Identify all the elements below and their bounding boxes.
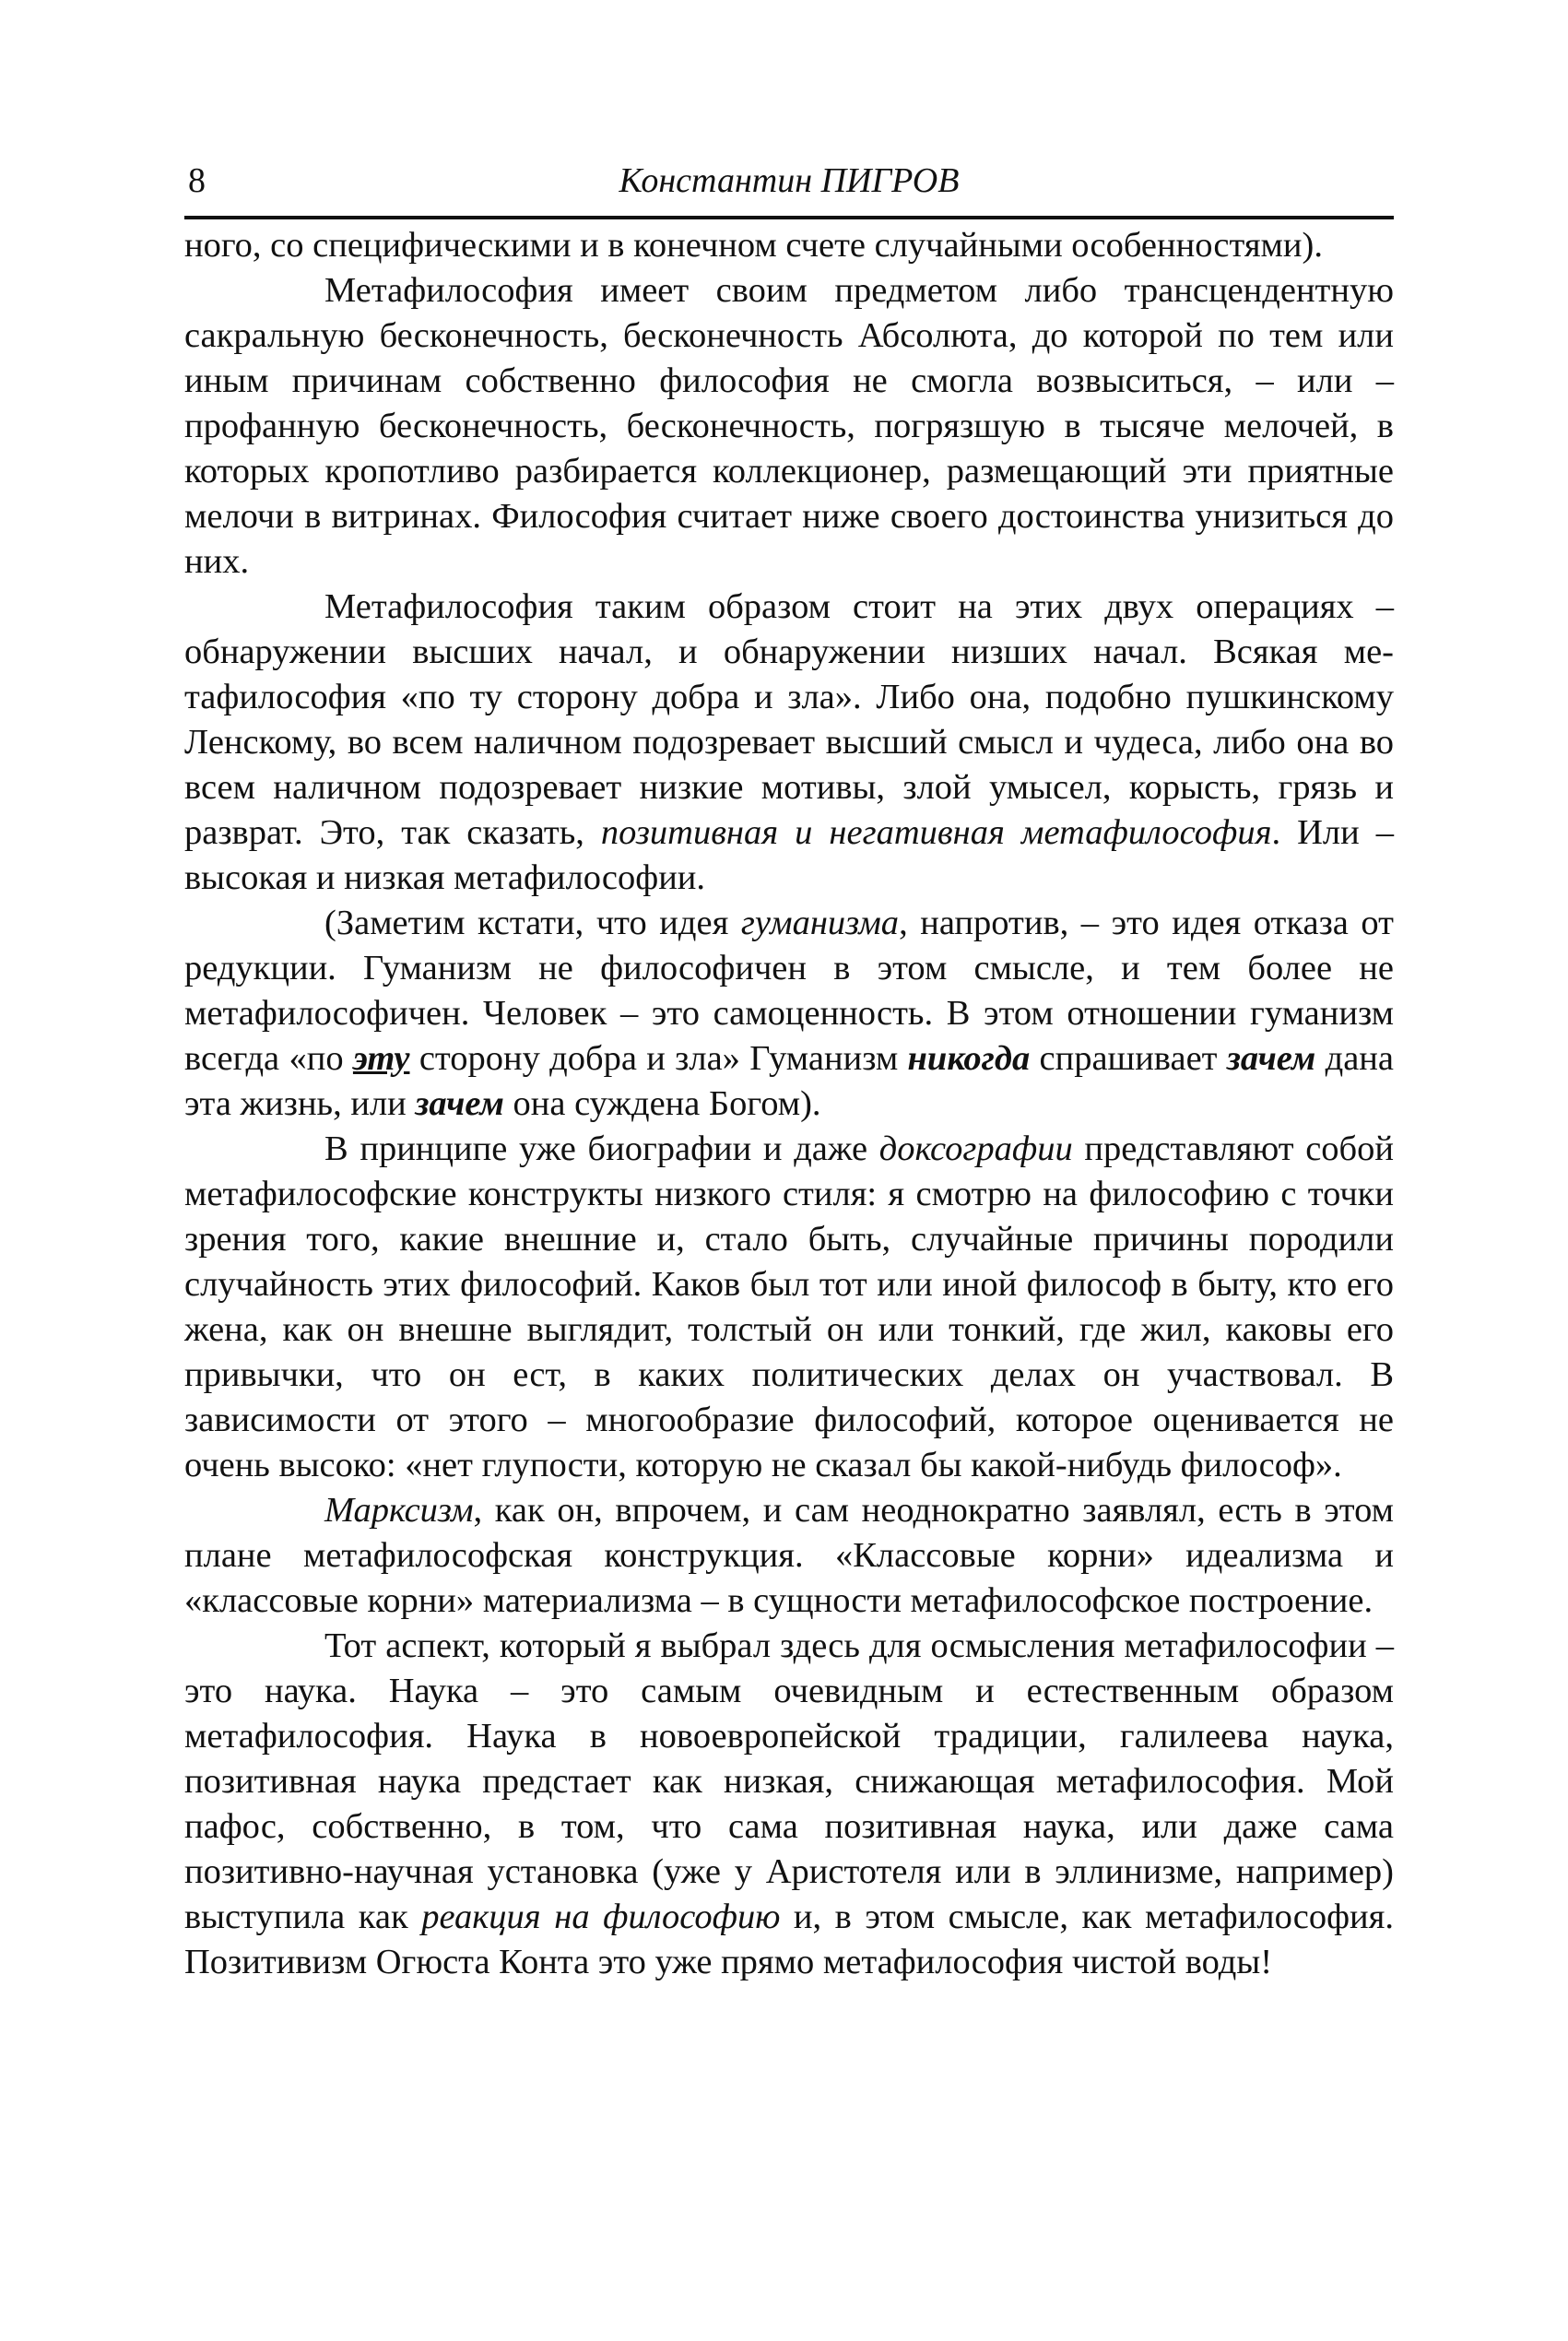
header-rule bbox=[184, 216, 1394, 219]
italic-text: реакция на философию bbox=[421, 1898, 781, 1936]
paragraph bbox=[184, 585, 1394, 901]
italic-text: позитивная и негативная метафилософия bbox=[600, 813, 1272, 852]
text-run: В принципе уже биографии и даже bbox=[324, 1129, 879, 1168]
text-run: . Или – высокая и низкая метафилософии. bbox=[184, 813, 1394, 897]
italic-text: доксографии bbox=[878, 1129, 1073, 1168]
emphasis-text: зачем bbox=[1226, 1039, 1316, 1078]
running-header bbox=[184, 148, 1394, 203]
paragraph bbox=[184, 1127, 1394, 1488]
paragraph bbox=[184, 1624, 1394, 1985]
text-run: Метафилософия имеет своим предметом либо трансцендентную сакральную бесконечность, бесконечность Абсолюта, до которой по тем или иным причинам собственно философия не смогла возвыситься, – или – профанную бесконечность, бесконечность, погрязшую в тысяче мелочей, в которых кропотливо разбирается коллекционер, размещающий эти приятные мелочи в витринах. Философия считает ниже своего достоинства унизиться до них. bbox=[184, 271, 1394, 581]
emphasis-text: зачем bbox=[415, 1084, 504, 1123]
paragraph bbox=[184, 901, 1394, 1127]
text-run: Тот аспект, который я выбрал здесь для осмысления метафилософии – это наука. Наука – это самым очевидным и естественным образом метафилософия. Наука в новоевропейской традиции, галилеева наука, позитивная наука предстает как низкая, снижающая метафилософия. Мой пафос, собственно, в том, что сама позитивная наука, или даже сама позитивно-научная установка (уже у Аристотеля или в эллинизме, например) выступила как bbox=[184, 1626, 1394, 1936]
text-run: сторону добра и зла» Гуманизм bbox=[409, 1039, 908, 1078]
text-run: , напротив, – это идея отказа от редукции. Гуманизм не философичен в этом смысле, и тем более не метафилософичен. Человек – это самоценность. В этом отношении гуманизм всегда «по bbox=[184, 904, 1394, 1078]
underlined-emphasis-text: эту bbox=[352, 1039, 410, 1078]
text-run: спрашивает bbox=[1030, 1039, 1227, 1078]
text-run: и, в этом смысле, как метафилософия. Позитивизм Огюста Конта это уже прямо метафилософия чистой воды! bbox=[184, 1898, 1394, 1981]
paragraph bbox=[184, 1488, 1394, 1624]
text-run: дана эта жизнь, или bbox=[184, 1039, 1394, 1123]
italic-text: гуманизма bbox=[740, 904, 900, 942]
italic-text: Марксизм bbox=[324, 1491, 474, 1530]
running-title: Константин ПИГРОВ bbox=[619, 161, 960, 200]
paragraph bbox=[184, 268, 1394, 585]
text-run: представляют собой метафилософские конструкты низкого стиля: я смотрю на философию с точки зрения того, какие внешние и, стало быть, случайные причины породили случайность этих философий. Каков был тот или иной философ в быту, кто его жена, как он внешне выглядит, толстый он или тонкий, где жил, каковы его привычки, что он ест, в каких политических делах он участвовал. В зависимости от этого – многообразие философий, которое оценивается не очень высоко: «нет глупости, которую не сказал бы какой-нибудь философ». bbox=[184, 1129, 1394, 1484]
text-run: она суждена Богом). bbox=[503, 1084, 821, 1123]
text-run: (Заметим кстати, что идея bbox=[324, 904, 741, 942]
emphasis-text: никогда bbox=[907, 1039, 1031, 1078]
text-run: ного, со специфическими и в конечном счете случайными особенностями). bbox=[184, 226, 1323, 265]
paragraph bbox=[184, 223, 1394, 268]
text-run: , как он, впрочем, и сам неоднократно заявлял, есть в этом плане метафилософская конструкция. «Классовые корни» идеализма и «классовые корни» материализма – в сущности метафилософское построение. bbox=[184, 1491, 1394, 1620]
page-content bbox=[184, 148, 1394, 1985]
text-run: Метафилософия таким образом стоит на этих двух операциях – обнаружении высших начал, и обнаружении низших начал. Всякая метафилософия «по ту сторону добра и зла». Либо она, подобно пушкинскому Ленскому, во всем наличном подозревает высший смысл и чудеса, либо она во всем наличном подозревает низкие мотивы, злой умысел, корысть, грязь и разврат. Это, так сказать, bbox=[184, 587, 1394, 852]
page-number: 8 bbox=[188, 161, 206, 200]
body-text bbox=[184, 223, 1394, 1985]
